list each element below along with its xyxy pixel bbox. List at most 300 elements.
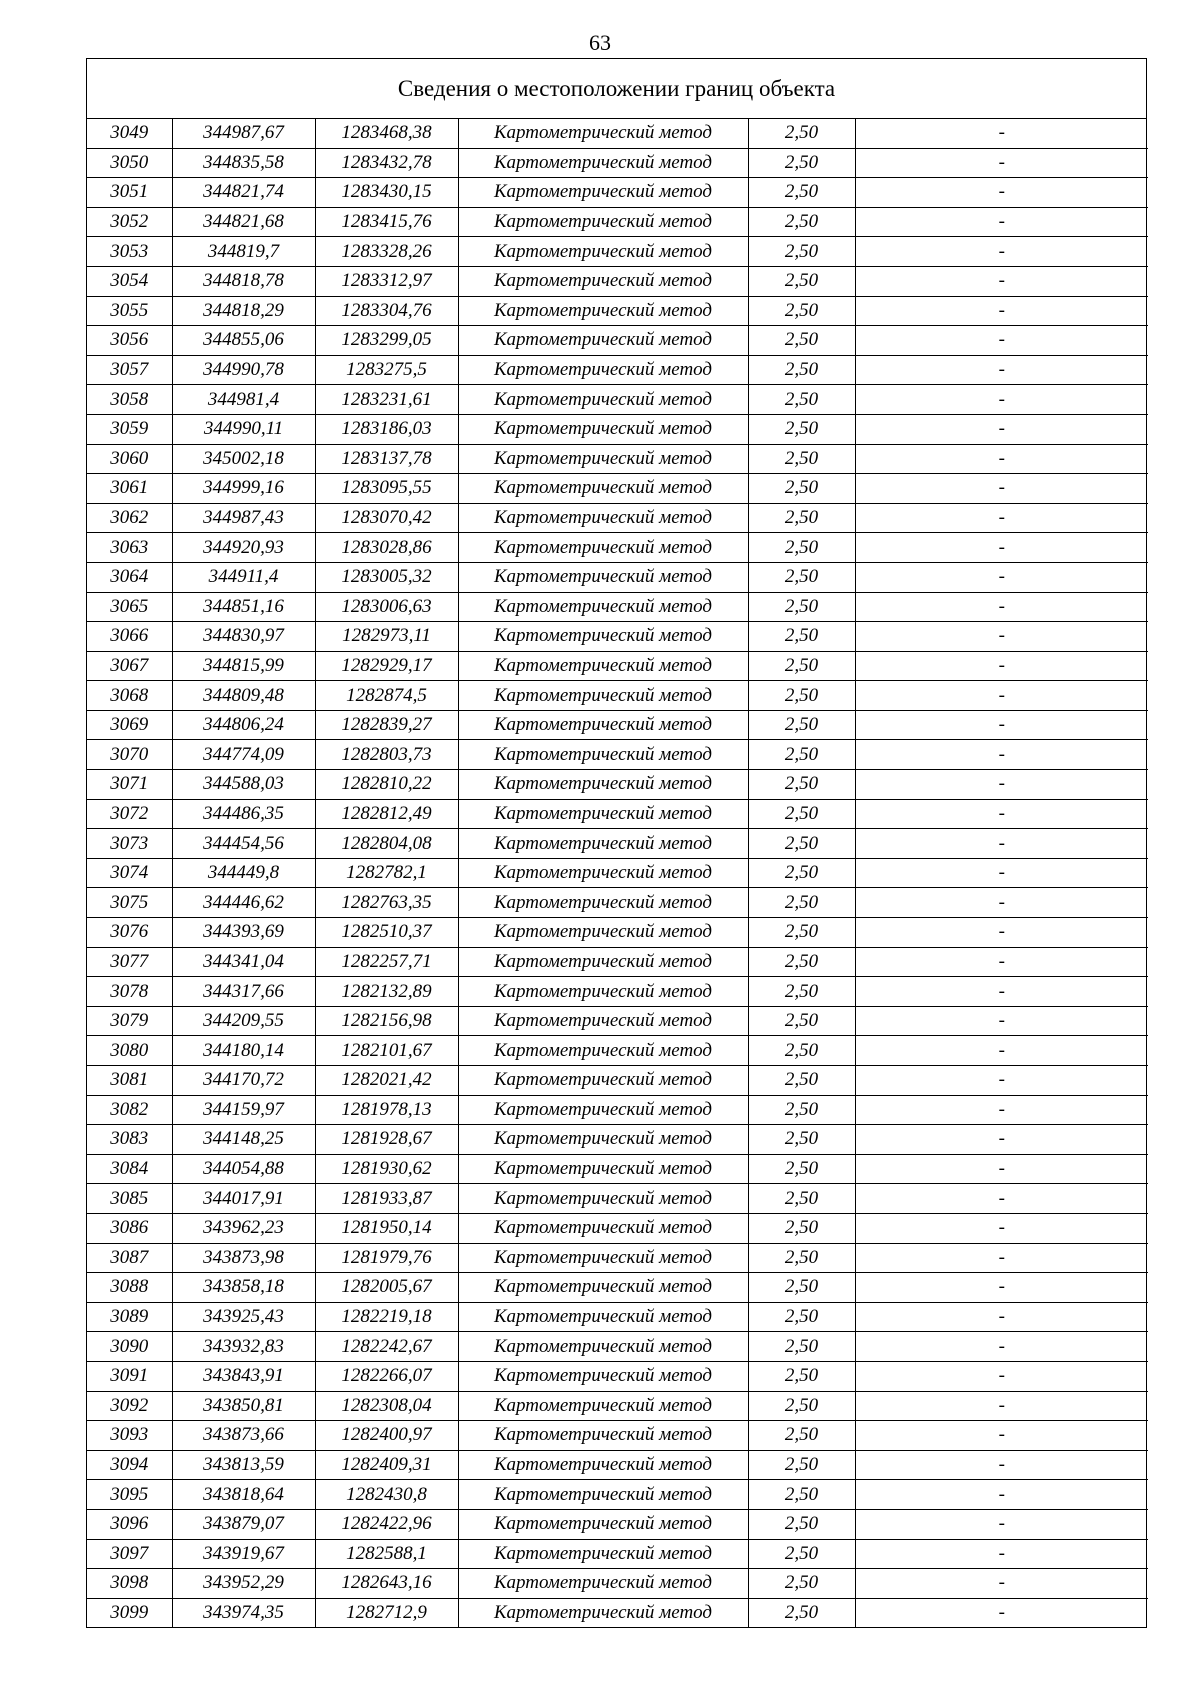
method-cell: Картометрический метод	[458, 1036, 748, 1066]
table-row	[87, 237, 1148, 267]
x-coordinate-cell: 344920,93	[172, 533, 315, 563]
table-row	[87, 1154, 1148, 1184]
method-cell: Картометрический метод	[458, 414, 748, 444]
accuracy-cell: 2,50	[748, 1243, 855, 1273]
description-cell: -	[855, 1302, 1148, 1332]
table-row	[87, 444, 1148, 474]
point-number-cell: 3082	[87, 1095, 172, 1125]
description-cell: -	[855, 799, 1148, 829]
x-coordinate-cell: 343925,43	[172, 1302, 315, 1332]
accuracy-cell: 2,50	[748, 326, 855, 356]
y-coordinate-cell: 1281930,62	[315, 1154, 458, 1184]
point-number-cell: 3053	[87, 237, 172, 267]
y-coordinate-cell: 1282874,5	[315, 681, 458, 711]
table-row	[87, 681, 1148, 711]
x-coordinate-cell: 343974,35	[172, 1598, 315, 1627]
x-coordinate-cell: 344987,43	[172, 503, 315, 533]
table-row	[87, 799, 1148, 829]
method-cell: Картометрический метод	[458, 1213, 748, 1243]
description-cell: -	[855, 1095, 1148, 1125]
table-row	[87, 918, 1148, 948]
table-row	[87, 1006, 1148, 1036]
table-row	[87, 829, 1148, 859]
accuracy-cell: 2,50	[748, 977, 855, 1007]
table-row	[87, 1066, 1148, 1096]
table-row	[87, 503, 1148, 533]
accuracy-cell: 2,50	[748, 1273, 855, 1303]
method-cell: Картометрический метод	[458, 1391, 748, 1421]
x-coordinate-cell: 344990,11	[172, 414, 315, 444]
description-cell: -	[855, 503, 1148, 533]
description-cell: -	[855, 533, 1148, 563]
table-row	[87, 710, 1148, 740]
point-number-cell: 3077	[87, 947, 172, 977]
point-number-cell: 3081	[87, 1066, 172, 1096]
description-cell: -	[855, 1332, 1148, 1362]
description-cell: -	[855, 266, 1148, 296]
point-number-cell: 3071	[87, 770, 172, 800]
table-row	[87, 1213, 1148, 1243]
point-number-cell: 3057	[87, 355, 172, 385]
accuracy-cell: 2,50	[748, 858, 855, 888]
x-coordinate-cell: 344821,68	[172, 207, 315, 237]
method-cell: Картометрический метод	[458, 1125, 748, 1155]
x-coordinate-cell: 343952,29	[172, 1569, 315, 1599]
table-row	[87, 1302, 1148, 1332]
accuracy-cell: 2,50	[748, 1539, 855, 1569]
accuracy-cell: 2,50	[748, 266, 855, 296]
y-coordinate-cell: 1282810,22	[315, 770, 458, 800]
description-cell: -	[855, 651, 1148, 681]
accuracy-cell: 2,50	[748, 651, 855, 681]
description-cell: -	[855, 119, 1148, 148]
table-row	[87, 1569, 1148, 1599]
method-cell: Картометрический метод	[458, 710, 748, 740]
point-number-cell: 3092	[87, 1391, 172, 1421]
method-cell: Картометрический метод	[458, 1332, 748, 1362]
description-cell: -	[855, 1598, 1148, 1627]
y-coordinate-cell: 1283304,76	[315, 296, 458, 326]
y-coordinate-cell: 1282430,8	[315, 1480, 458, 1510]
table-row	[87, 651, 1148, 681]
description-cell: -	[855, 1361, 1148, 1391]
method-cell: Картометрический метод	[458, 1569, 748, 1599]
description-cell: -	[855, 681, 1148, 711]
x-coordinate-cell: 344209,55	[172, 1006, 315, 1036]
method-cell: Картометрический метод	[458, 562, 748, 592]
x-coordinate-cell: 344821,74	[172, 178, 315, 208]
accuracy-cell: 2,50	[748, 1598, 855, 1627]
x-coordinate-cell: 344851,16	[172, 592, 315, 622]
description-cell: -	[855, 1213, 1148, 1243]
point-number-cell: 3065	[87, 592, 172, 622]
accuracy-cell: 2,50	[748, 1569, 855, 1599]
point-number-cell: 3055	[87, 296, 172, 326]
table-row	[87, 414, 1148, 444]
point-number-cell: 3094	[87, 1450, 172, 1480]
description-cell: -	[855, 1480, 1148, 1510]
method-cell: Картометрический метод	[458, 296, 748, 326]
description-cell: -	[855, 1450, 1148, 1480]
point-number-cell: 3099	[87, 1598, 172, 1627]
x-coordinate-cell: 343818,64	[172, 1480, 315, 1510]
y-coordinate-cell: 1282219,18	[315, 1302, 458, 1332]
accuracy-cell: 2,50	[748, 1421, 855, 1451]
x-coordinate-cell: 344486,35	[172, 799, 315, 829]
x-coordinate-cell: 344180,14	[172, 1036, 315, 1066]
method-cell: Картометрический метод	[458, 1509, 748, 1539]
accuracy-cell: 2,50	[748, 592, 855, 622]
x-coordinate-cell: 344819,7	[172, 237, 315, 267]
accuracy-cell: 2,50	[748, 1332, 855, 1362]
table-row	[87, 947, 1148, 977]
table-row	[87, 1243, 1148, 1273]
point-number-cell: 3052	[87, 207, 172, 237]
method-cell: Картометрический метод	[458, 207, 748, 237]
y-coordinate-cell: 1282132,89	[315, 977, 458, 1007]
table-row	[87, 1332, 1148, 1362]
method-cell: Картометрический метод	[458, 1480, 748, 1510]
accuracy-cell: 2,50	[748, 918, 855, 948]
accuracy-cell: 2,50	[748, 1066, 855, 1096]
accuracy-cell: 2,50	[748, 385, 855, 415]
description-cell: -	[855, 622, 1148, 652]
point-number-cell: 3084	[87, 1154, 172, 1184]
y-coordinate-cell: 1283095,55	[315, 474, 458, 504]
description-cell: -	[855, 1184, 1148, 1214]
point-number-cell: 3068	[87, 681, 172, 711]
accuracy-cell: 2,50	[748, 296, 855, 326]
accuracy-cell: 2,50	[748, 503, 855, 533]
y-coordinate-cell: 1283070,42	[315, 503, 458, 533]
description-cell: -	[855, 444, 1148, 474]
point-number-cell: 3054	[87, 266, 172, 296]
method-cell: Картометрический метод	[458, 1184, 748, 1214]
accuracy-cell: 2,50	[748, 414, 855, 444]
y-coordinate-cell: 1283415,76	[315, 207, 458, 237]
x-coordinate-cell: 343843,91	[172, 1361, 315, 1391]
y-coordinate-cell: 1283432,78	[315, 148, 458, 178]
point-number-cell: 3063	[87, 533, 172, 563]
y-coordinate-cell: 1282257,71	[315, 947, 458, 977]
y-coordinate-cell: 1282021,42	[315, 1066, 458, 1096]
accuracy-cell: 2,50	[748, 207, 855, 237]
description-cell: -	[855, 1509, 1148, 1539]
x-coordinate-cell: 344159,97	[172, 1095, 315, 1125]
accuracy-cell: 2,50	[748, 1213, 855, 1243]
accuracy-cell: 2,50	[748, 1154, 855, 1184]
y-coordinate-cell: 1281928,67	[315, 1125, 458, 1155]
y-coordinate-cell: 1283430,15	[315, 178, 458, 208]
description-cell: -	[855, 977, 1148, 1007]
y-coordinate-cell: 1283231,61	[315, 385, 458, 415]
method-cell: Картометрический метод	[458, 1539, 748, 1569]
accuracy-cell: 2,50	[748, 740, 855, 770]
method-cell: Картометрический метод	[458, 888, 748, 918]
description-cell: -	[855, 474, 1148, 504]
method-cell: Картометрический метод	[458, 444, 748, 474]
x-coordinate-cell: 344835,58	[172, 148, 315, 178]
method-cell: Картометрический метод	[458, 622, 748, 652]
description-cell: -	[855, 947, 1148, 977]
description-cell: -	[855, 1066, 1148, 1096]
description-cell: -	[855, 148, 1148, 178]
description-cell: -	[855, 207, 1148, 237]
method-cell: Картометрический метод	[458, 1450, 748, 1480]
point-number-cell: 3075	[87, 888, 172, 918]
table-row	[87, 1391, 1148, 1421]
x-coordinate-cell: 344999,16	[172, 474, 315, 504]
method-cell: Картометрический метод	[458, 119, 748, 148]
description-cell: -	[855, 1243, 1148, 1273]
point-number-cell: 3079	[87, 1006, 172, 1036]
method-cell: Картометрический метод	[458, 178, 748, 208]
accuracy-cell: 2,50	[748, 947, 855, 977]
point-number-cell: 3073	[87, 829, 172, 859]
point-number-cell: 3087	[87, 1243, 172, 1273]
y-coordinate-cell: 1281950,14	[315, 1213, 458, 1243]
description-cell: -	[855, 1036, 1148, 1066]
y-coordinate-cell: 1282839,27	[315, 710, 458, 740]
y-coordinate-cell: 1283137,78	[315, 444, 458, 474]
y-coordinate-cell: 1282782,1	[315, 858, 458, 888]
description-cell: -	[855, 1569, 1148, 1599]
x-coordinate-cell: 344990,78	[172, 355, 315, 385]
y-coordinate-cell: 1282400,97	[315, 1421, 458, 1451]
point-number-cell: 3076	[87, 918, 172, 948]
y-coordinate-cell: 1282005,67	[315, 1273, 458, 1303]
y-coordinate-cell: 1282409,31	[315, 1450, 458, 1480]
x-coordinate-cell: 344393,69	[172, 918, 315, 948]
method-cell: Картометрический метод	[458, 326, 748, 356]
table-row	[87, 266, 1148, 296]
point-number-cell: 3064	[87, 562, 172, 592]
table-row	[87, 1125, 1148, 1155]
y-coordinate-cell: 1282308,04	[315, 1391, 458, 1421]
method-cell: Картометрический метод	[458, 1598, 748, 1627]
x-coordinate-cell: 344054,88	[172, 1154, 315, 1184]
x-coordinate-cell: 344830,97	[172, 622, 315, 652]
y-coordinate-cell: 1282712,9	[315, 1598, 458, 1627]
accuracy-cell: 2,50	[748, 1302, 855, 1332]
method-cell: Картометрический метод	[458, 1243, 748, 1273]
x-coordinate-cell: 344855,06	[172, 326, 315, 356]
y-coordinate-cell: 1282101,67	[315, 1036, 458, 1066]
description-cell: -	[855, 355, 1148, 385]
point-number-cell: 3097	[87, 1539, 172, 1569]
table-row	[87, 592, 1148, 622]
method-cell: Картометрический метод	[458, 385, 748, 415]
point-number-cell: 3050	[87, 148, 172, 178]
accuracy-cell: 2,50	[748, 1125, 855, 1155]
x-coordinate-cell: 344981,4	[172, 385, 315, 415]
point-number-cell: 3098	[87, 1569, 172, 1599]
y-coordinate-cell: 1282812,49	[315, 799, 458, 829]
y-coordinate-cell: 1283006,63	[315, 592, 458, 622]
description-cell: -	[855, 1539, 1148, 1569]
method-cell: Картометрический метод	[458, 355, 748, 385]
accuracy-cell: 2,50	[748, 444, 855, 474]
method-cell: Картометрический метод	[458, 503, 748, 533]
table-row	[87, 1598, 1148, 1627]
table-row	[87, 296, 1148, 326]
method-cell: Картометрический метод	[458, 681, 748, 711]
method-cell: Картометрический метод	[458, 266, 748, 296]
x-coordinate-cell: 344341,04	[172, 947, 315, 977]
point-number-cell: 3056	[87, 326, 172, 356]
method-cell: Картометрический метод	[458, 1273, 748, 1303]
y-coordinate-cell: 1282588,1	[315, 1539, 458, 1569]
y-coordinate-cell: 1283468,38	[315, 119, 458, 148]
point-number-cell: 3061	[87, 474, 172, 504]
point-number-cell: 3096	[87, 1509, 172, 1539]
method-cell: Картометрический метод	[458, 947, 748, 977]
point-number-cell: 3070	[87, 740, 172, 770]
accuracy-cell: 2,50	[748, 1361, 855, 1391]
x-coordinate-cell: 343850,81	[172, 1391, 315, 1421]
x-coordinate-cell: 343919,67	[172, 1539, 315, 1569]
accuracy-cell: 2,50	[748, 799, 855, 829]
table-row	[87, 1036, 1148, 1066]
x-coordinate-cell: 344170,72	[172, 1066, 315, 1096]
table-row	[87, 533, 1148, 563]
x-coordinate-cell: 344774,09	[172, 740, 315, 770]
table-row	[87, 770, 1148, 800]
table-row	[87, 355, 1148, 385]
description-cell: -	[855, 592, 1148, 622]
x-coordinate-cell: 344148,25	[172, 1125, 315, 1155]
accuracy-cell: 2,50	[748, 770, 855, 800]
method-cell: Картометрический метод	[458, 918, 748, 948]
accuracy-cell: 2,50	[748, 1095, 855, 1125]
point-number-cell: 3088	[87, 1273, 172, 1303]
x-coordinate-cell: 343962,23	[172, 1213, 315, 1243]
accuracy-cell: 2,50	[748, 829, 855, 859]
x-coordinate-cell: 343879,07	[172, 1509, 315, 1539]
y-coordinate-cell: 1283328,26	[315, 237, 458, 267]
description-cell: -	[855, 237, 1148, 267]
y-coordinate-cell: 1282510,37	[315, 918, 458, 948]
table-row	[87, 1450, 1148, 1480]
point-number-cell: 3060	[87, 444, 172, 474]
description-cell: -	[855, 1125, 1148, 1155]
table-row	[87, 119, 1148, 148]
table-row	[87, 888, 1148, 918]
accuracy-cell: 2,50	[748, 355, 855, 385]
accuracy-cell: 2,50	[748, 1036, 855, 1066]
table-row	[87, 977, 1148, 1007]
point-number-cell: 3072	[87, 799, 172, 829]
point-number-cell: 3051	[87, 178, 172, 208]
description-cell: -	[855, 829, 1148, 859]
table-row	[87, 858, 1148, 888]
method-cell: Картометрический метод	[458, 1154, 748, 1184]
y-coordinate-cell: 1283028,86	[315, 533, 458, 563]
description-cell: -	[855, 562, 1148, 592]
description-cell: -	[855, 1154, 1148, 1184]
x-coordinate-cell: 343813,59	[172, 1450, 315, 1480]
x-coordinate-cell: 344815,99	[172, 651, 315, 681]
table-row	[87, 1539, 1148, 1569]
description-cell: -	[855, 858, 1148, 888]
x-coordinate-cell: 343932,83	[172, 1332, 315, 1362]
method-cell: Картометрический метод	[458, 237, 748, 267]
method-cell: Картометрический метод	[458, 977, 748, 1007]
method-cell: Картометрический метод	[458, 770, 748, 800]
description-cell: -	[855, 888, 1148, 918]
accuracy-cell: 2,50	[748, 533, 855, 563]
table-row	[87, 562, 1148, 592]
description-cell: -	[855, 414, 1148, 444]
accuracy-cell: 2,50	[748, 681, 855, 711]
method-cell: Картометрический метод	[458, 1095, 748, 1125]
description-cell: -	[855, 385, 1148, 415]
x-coordinate-cell: 344454,56	[172, 829, 315, 859]
point-number-cell: 3091	[87, 1361, 172, 1391]
method-cell: Картометрический метод	[458, 1361, 748, 1391]
y-coordinate-cell: 1282643,16	[315, 1569, 458, 1599]
description-cell: -	[855, 740, 1148, 770]
x-coordinate-cell: 344818,29	[172, 296, 315, 326]
point-number-cell: 3083	[87, 1125, 172, 1155]
x-coordinate-cell: 344911,4	[172, 562, 315, 592]
y-coordinate-cell: 1282266,07	[315, 1361, 458, 1391]
y-coordinate-cell: 1283005,32	[315, 562, 458, 592]
y-coordinate-cell: 1282156,98	[315, 1006, 458, 1036]
accuracy-cell: 2,50	[748, 237, 855, 267]
accuracy-cell: 2,50	[748, 474, 855, 504]
method-cell: Картометрический метод	[458, 1006, 748, 1036]
boundary-table-sheet	[86, 58, 1147, 1628]
point-number-cell: 3066	[87, 622, 172, 652]
point-number-cell: 3089	[87, 1302, 172, 1332]
accuracy-cell: 2,50	[748, 562, 855, 592]
point-number-cell: 3090	[87, 1332, 172, 1362]
x-coordinate-cell: 343858,18	[172, 1273, 315, 1303]
description-cell: -	[855, 178, 1148, 208]
y-coordinate-cell: 1283299,05	[315, 326, 458, 356]
method-cell: Картометрический метод	[458, 651, 748, 681]
method-cell: Картометрический метод	[458, 740, 748, 770]
y-coordinate-cell: 1282763,35	[315, 888, 458, 918]
x-coordinate-cell: 343873,98	[172, 1243, 315, 1273]
description-cell: -	[855, 770, 1148, 800]
table-row	[87, 207, 1148, 237]
accuracy-cell: 2,50	[748, 148, 855, 178]
table-row	[87, 1480, 1148, 1510]
description-cell: -	[855, 1006, 1148, 1036]
x-coordinate-cell: 344449,8	[172, 858, 315, 888]
accuracy-cell: 2,50	[748, 622, 855, 652]
table-row	[87, 474, 1148, 504]
accuracy-cell: 2,50	[748, 1509, 855, 1539]
description-cell: -	[855, 710, 1148, 740]
accuracy-cell: 2,50	[748, 178, 855, 208]
point-number-cell: 3062	[87, 503, 172, 533]
point-number-cell: 3069	[87, 710, 172, 740]
point-number-cell: 3095	[87, 1480, 172, 1510]
table-row	[87, 148, 1148, 178]
method-cell: Картометрический метод	[458, 858, 748, 888]
accuracy-cell: 2,50	[748, 1480, 855, 1510]
method-cell: Картометрический метод	[458, 592, 748, 622]
method-cell: Картометрический метод	[458, 1066, 748, 1096]
x-coordinate-cell: 345002,18	[172, 444, 315, 474]
x-coordinate-cell: 344806,24	[172, 710, 315, 740]
x-coordinate-cell: 344809,48	[172, 681, 315, 711]
description-cell: -	[855, 296, 1148, 326]
y-coordinate-cell: 1283312,97	[315, 266, 458, 296]
